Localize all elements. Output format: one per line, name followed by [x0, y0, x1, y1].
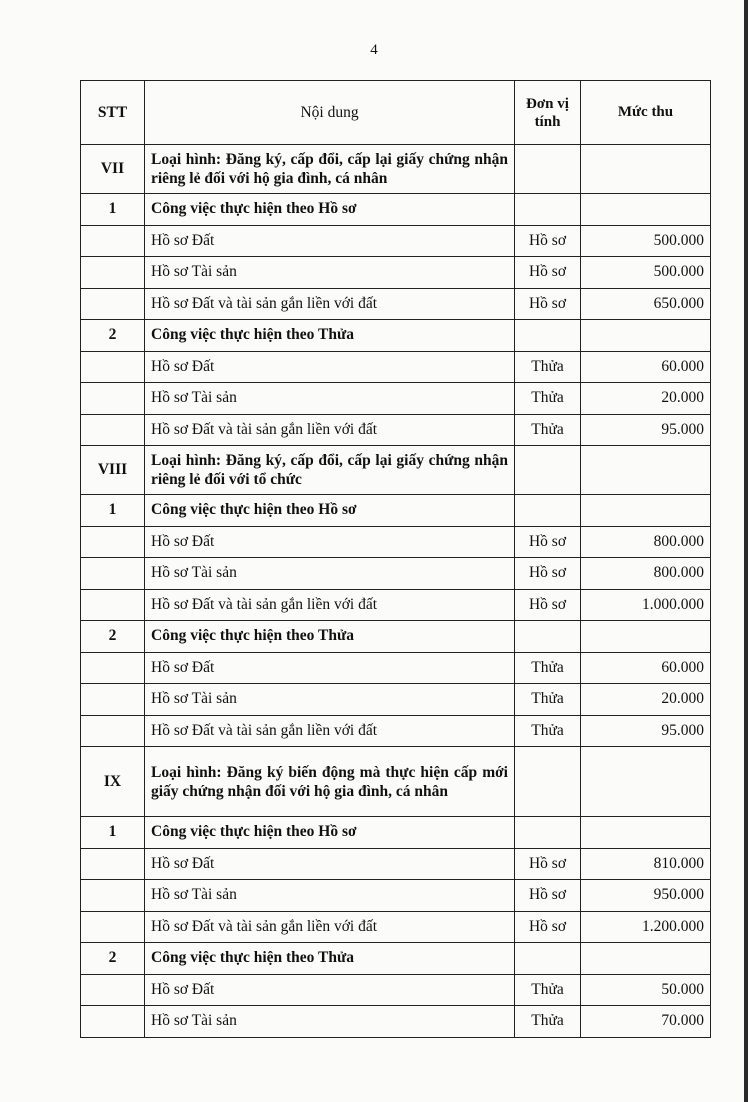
header-fee: Mức thu	[581, 81, 711, 145]
row-stt: VII	[81, 145, 145, 194]
row-stt	[81, 652, 145, 684]
row-content: Hồ sơ Tài sản	[145, 383, 515, 415]
header-unit: Đơn vị tính	[515, 81, 581, 145]
row-fee: 60.000	[581, 351, 711, 383]
table-row	[81, 880, 711, 912]
header-stt: STT	[81, 81, 145, 145]
row-fee	[581, 194, 711, 226]
row-unit	[515, 495, 581, 527]
row-fee	[581, 621, 711, 653]
row-unit: Thửa	[515, 974, 581, 1006]
table-row	[81, 558, 711, 590]
table-row	[81, 288, 711, 320]
row-stt: 1	[81, 817, 145, 849]
table-row	[81, 225, 711, 257]
row-fee: 70.000	[581, 1006, 711, 1038]
row-content: Công việc thực hiện theo Hồ sơ	[145, 194, 515, 226]
row-fee	[581, 495, 711, 527]
row-content: Hồ sơ Tài sản	[145, 1006, 515, 1038]
row-unit: Hồ sơ	[515, 880, 581, 912]
row-stt	[81, 589, 145, 621]
row-fee: 95.000	[581, 414, 711, 446]
row-unit	[515, 446, 581, 495]
row-content: Hồ sơ Đất	[145, 652, 515, 684]
row-content: Loại hình: Đăng ký biến động mà thực hiện cấp mới giấy chứng nhận đối với hộ gia đình, cá nhân	[145, 747, 515, 817]
row-stt	[81, 257, 145, 289]
row-stt	[81, 848, 145, 880]
scan-edge	[744, 0, 748, 1102]
row-unit: Hồ sơ	[515, 288, 581, 320]
row-unit	[515, 621, 581, 653]
row-fee	[581, 446, 711, 495]
row-content: Hồ sơ Tài sản	[145, 684, 515, 716]
table-row	[81, 848, 711, 880]
row-content: Công việc thực hiện theo Thửa	[145, 320, 515, 352]
row-content: Công việc thực hiện theo Hồ sơ	[145, 817, 515, 849]
row-stt: 2	[81, 943, 145, 975]
row-stt: 2	[81, 621, 145, 653]
row-content: Hồ sơ Đất và tài sản gắn liền với đất	[145, 589, 515, 621]
row-fee	[581, 145, 711, 194]
row-fee: 950.000	[581, 880, 711, 912]
row-fee: 1.200.000	[581, 911, 711, 943]
table-row	[81, 1006, 711, 1038]
row-fee	[581, 747, 711, 817]
table-row	[81, 652, 711, 684]
row-stt	[81, 558, 145, 590]
table-row	[81, 495, 711, 527]
row-content: Hồ sơ Đất	[145, 974, 515, 1006]
row-stt	[81, 414, 145, 446]
row-content: Loại hình: Đăng ký, cấp đổi, cấp lại giấy chứng nhận riêng lẻ đối với hộ gia đình, cá nhân	[145, 145, 515, 194]
row-content: Hồ sơ Tài sản	[145, 558, 515, 590]
row-fee: 20.000	[581, 383, 711, 415]
table-row	[81, 320, 711, 352]
row-content: Hồ sơ Đất	[145, 225, 515, 257]
row-content: Hồ sơ Đất	[145, 526, 515, 558]
row-unit: Thửa	[515, 383, 581, 415]
table-row	[81, 974, 711, 1006]
row-stt: IX	[81, 747, 145, 817]
row-unit: Thửa	[515, 684, 581, 716]
table-row	[81, 526, 711, 558]
table-row	[81, 383, 711, 415]
row-fee: 810.000	[581, 848, 711, 880]
row-content: Hồ sơ Đất và tài sản gắn liền với đất	[145, 288, 515, 320]
row-content: Hồ sơ Đất và tài sản gắn liền với đất	[145, 715, 515, 747]
row-fee: 60.000	[581, 652, 711, 684]
table-row	[81, 414, 711, 446]
row-unit: Thửa	[515, 715, 581, 747]
table-header-row	[81, 81, 711, 145]
row-stt	[81, 911, 145, 943]
table-row	[81, 621, 711, 653]
row-content: Hồ sơ Đất	[145, 351, 515, 383]
table-row	[81, 589, 711, 621]
row-content: Hồ sơ Đất và tài sản gắn liền với đất	[145, 414, 515, 446]
row-unit: Thửa	[515, 1006, 581, 1038]
row-stt	[81, 351, 145, 383]
row-fee: 20.000	[581, 684, 711, 716]
row-stt	[81, 225, 145, 257]
row-fee	[581, 943, 711, 975]
row-stt: 1	[81, 495, 145, 527]
row-stt	[81, 684, 145, 716]
table-row	[81, 747, 711, 817]
table-row	[81, 911, 711, 943]
table-row	[81, 684, 711, 716]
table-row	[81, 943, 711, 975]
row-unit	[515, 320, 581, 352]
row-stt	[81, 526, 145, 558]
row-stt: 2	[81, 320, 145, 352]
table-row	[81, 351, 711, 383]
row-fee: 1.000.000	[581, 589, 711, 621]
row-unit: Hồ sơ	[515, 589, 581, 621]
row-stt	[81, 974, 145, 1006]
row-unit	[515, 943, 581, 975]
row-stt	[81, 715, 145, 747]
row-fee: 500.000	[581, 257, 711, 289]
table-body	[81, 145, 711, 1038]
table-row	[81, 257, 711, 289]
row-fee: 500.000	[581, 225, 711, 257]
row-unit	[515, 194, 581, 226]
row-unit: Hồ sơ	[515, 558, 581, 590]
row-fee: 800.000	[581, 558, 711, 590]
row-fee: 50.000	[581, 974, 711, 1006]
row-unit: Hồ sơ	[515, 526, 581, 558]
row-stt	[81, 288, 145, 320]
table-row	[81, 145, 711, 194]
row-content: Loại hình: Đăng ký, cấp đổi, cấp lại giấy chứng nhận riêng lẻ đối với tổ chức	[145, 446, 515, 495]
row-unit	[515, 145, 581, 194]
table-row	[81, 817, 711, 849]
row-fee: 800.000	[581, 526, 711, 558]
row-stt	[81, 880, 145, 912]
row-unit: Hồ sơ	[515, 848, 581, 880]
row-unit: Hồ sơ	[515, 225, 581, 257]
row-content: Công việc thực hiện theo Thửa	[145, 943, 515, 975]
header-content: Nội dung	[145, 81, 515, 145]
row-fee: 650.000	[581, 288, 711, 320]
row-fee	[581, 320, 711, 352]
row-content: Công việc thực hiện theo Thửa	[145, 621, 515, 653]
fee-table	[80, 80, 711, 1038]
row-fee	[581, 817, 711, 849]
row-content: Hồ sơ Tài sản	[145, 880, 515, 912]
row-fee: 95.000	[581, 715, 711, 747]
row-unit	[515, 747, 581, 817]
row-unit: Hồ sơ	[515, 257, 581, 289]
row-content: Công việc thực hiện theo Hồ sơ	[145, 495, 515, 527]
row-content: Hồ sơ Đất	[145, 848, 515, 880]
row-unit: Thửa	[515, 414, 581, 446]
table-row	[81, 446, 711, 495]
row-content: Hồ sơ Đất và tài sản gắn liền với đất	[145, 911, 515, 943]
row-content: Hồ sơ Tài sản	[145, 257, 515, 289]
row-unit	[515, 817, 581, 849]
row-stt: VIII	[81, 446, 145, 495]
row-stt: 1	[81, 194, 145, 226]
row-stt	[81, 383, 145, 415]
table-row	[81, 194, 711, 226]
row-stt	[81, 1006, 145, 1038]
row-unit: Hồ sơ	[515, 911, 581, 943]
page-number: 4	[370, 42, 378, 58]
row-unit: Thửa	[515, 351, 581, 383]
row-unit: Thửa	[515, 652, 581, 684]
table-row	[81, 715, 711, 747]
